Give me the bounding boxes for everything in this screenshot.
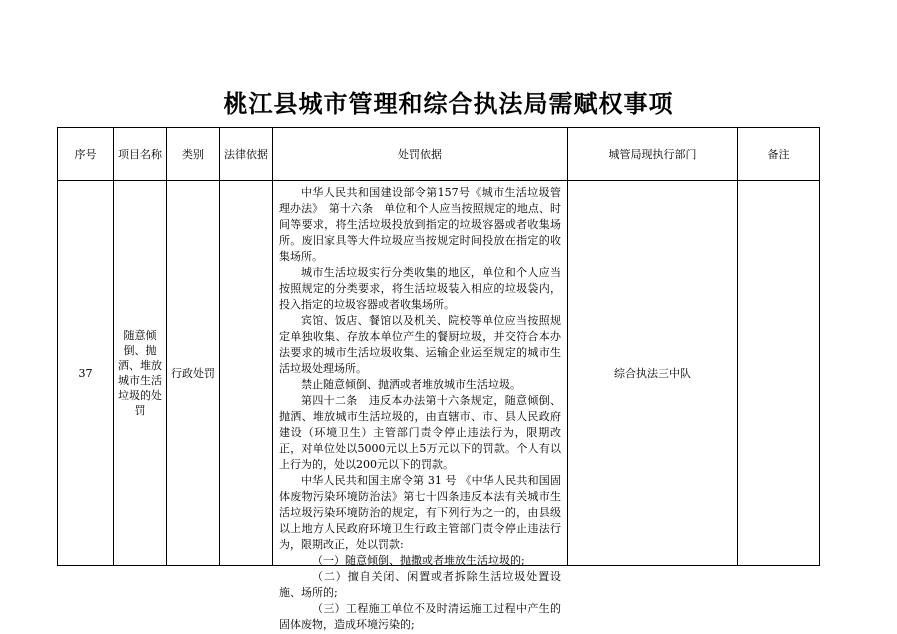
penalty-basis-item: （三）工程施工单位不及时清运施工过程中产生的固体废物，造成环境污染的; xyxy=(279,602,561,631)
row-seq: 37 xyxy=(58,181,114,566)
header-penalty-basis: 处罚依据 xyxy=(273,128,568,181)
row-department: 综合执法三中队 xyxy=(568,181,738,566)
penalty-basis-text xyxy=(279,185,561,631)
penalty-basis-item: （二）擅自关闭、闲置或者拆除生活垃圾处置设施、场所的; xyxy=(279,570,561,599)
penalty-basis-paragraph: 城市生活垃圾实行分类收集的地区，单位和个人应当按照规定的分类要求，将生活垃圾装入相应的垃圾袋内，投入指定的垃圾容器或者收集场所。 xyxy=(279,266,561,311)
header-row xyxy=(58,128,820,181)
penalty-basis-paragraph: 第四十二条 违反本办法第十六条规定，随意倾倒、抛洒、堆放城市生活垃圾的，由直辖市、市、县人民政府建设（环境卫生）主管部门责令停止违法行为，限期改正，对单位处以5000元以上5万元以下的罚款。个人有以上行为的，处以200元以下的罚款。 xyxy=(279,394,561,471)
penalty-basis-paragraph: 禁止随意倾倒、抛洒或者堆放城市生活垃圾。 xyxy=(301,378,521,391)
row-legal-basis xyxy=(220,181,273,566)
penalty-basis-paragraph: 中华人民共和国建设部令第157号《城市生活垃圾管理办法》 第十六条 单位和个人应当按照规定的地点、时间等要求，将生活垃圾投放到指定的垃圾容器或者收集场所。废旧家具等大件垃圾应当按规定时间投放在指定的收集场所。 xyxy=(279,186,561,263)
table-row xyxy=(58,181,820,566)
header-seq: 序号 xyxy=(58,128,114,181)
header-item-name: 项目名称 xyxy=(114,128,167,181)
page-title: 桃江县城市管理和综合执法局需赋权事项 xyxy=(223,90,674,118)
header-legal-basis: 法律依据 xyxy=(220,128,273,181)
header-remarks: 备注 xyxy=(738,128,820,181)
row-category: 行政处罚 xyxy=(167,181,220,566)
row-remarks xyxy=(738,181,820,566)
row-item-name: 随意倾倒、抛洒、堆放城市生活垃圾的处罚 xyxy=(114,181,167,566)
penalty-basis-paragraph: 中华人民共和国主席令第 31 号 《中华人民共和国固体废物污染环境防治法》第七十四条违反本法有关城市生活垃圾污染环境防治的规定，有下列行为之一的，由县级以上地方人民政府环境卫生行政主管部门责令停止违法行为，限期改正，处以罚款: xyxy=(279,474,561,551)
authorization-table xyxy=(57,127,820,631)
penalty-basis-paragraph: 宾馆、饭店、餐馆以及机关、院校等单位应当按照规定单独收集、存放本单位产生的餐厨垃圾，并交符合本办法要求的城市生活垃圾收集、运输企业运至规定的城市生活垃圾处理场所。 xyxy=(279,314,561,375)
header-category: 类别 xyxy=(167,128,220,181)
header-department: 城管局现执行部门 xyxy=(568,128,738,181)
row-penalty-basis xyxy=(273,181,568,631)
penalty-basis-item: （一）随意倾倒、抛撒或者堆放生活垃圾的; xyxy=(312,554,525,567)
